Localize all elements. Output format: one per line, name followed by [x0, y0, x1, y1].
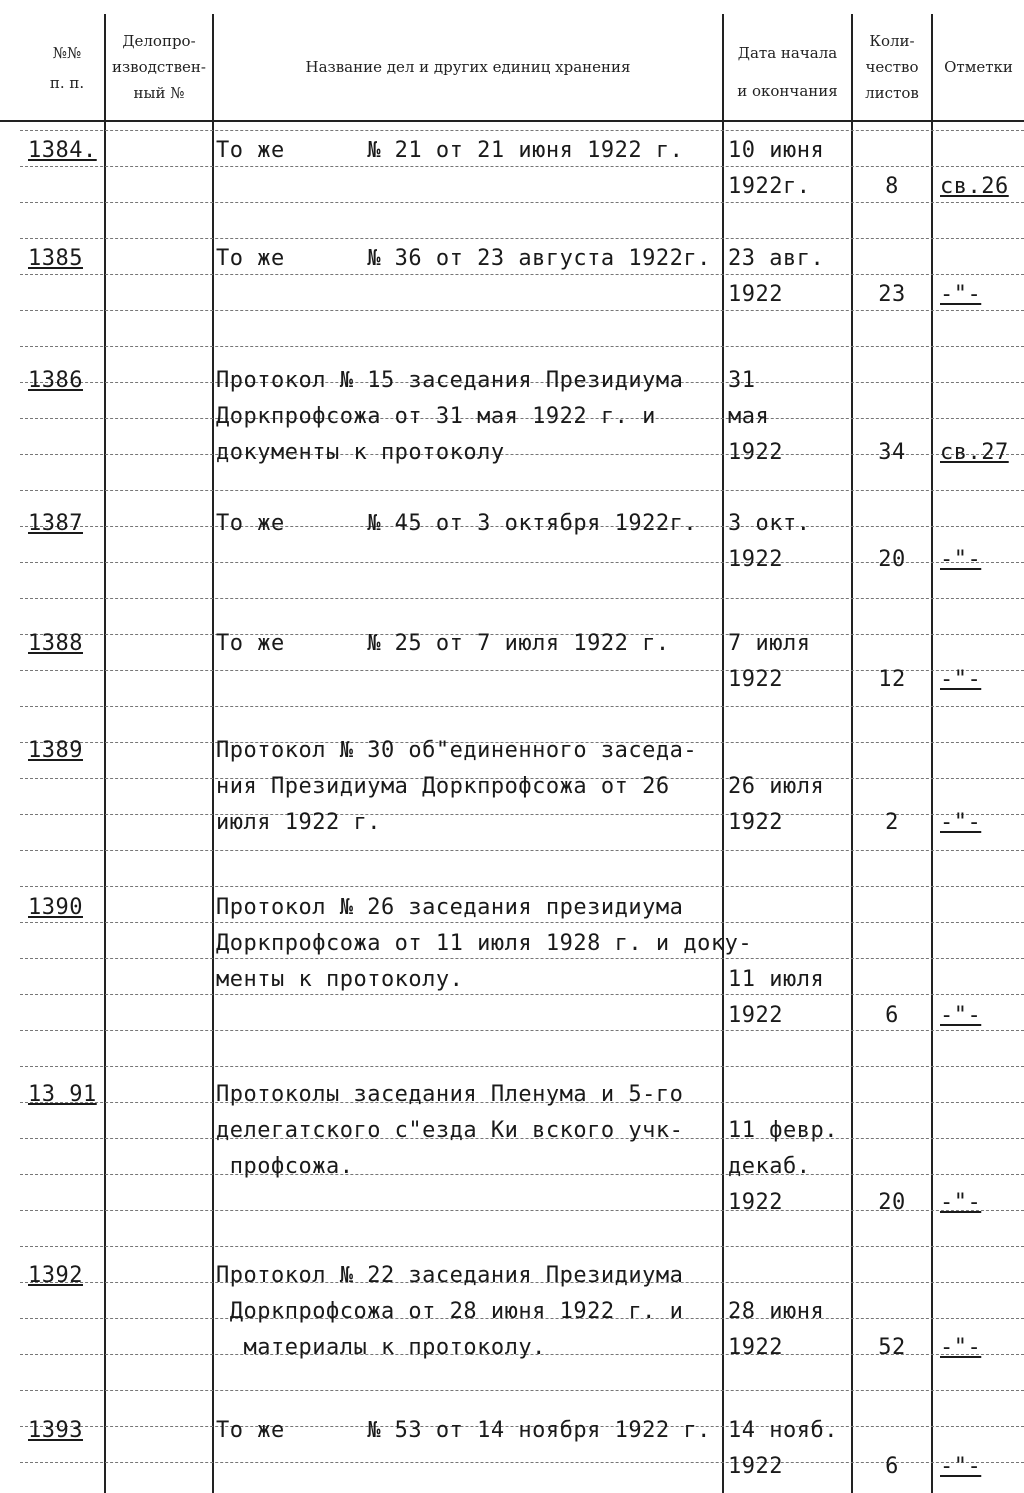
row-date-line: 1922: [728, 810, 783, 835]
ruled-line: [20, 310, 1024, 311]
row-date-line: 3 окт.: [728, 511, 811, 536]
row-title-line: Доркпрофсожа от 28 июня 1922 г. и: [216, 1299, 684, 1324]
column-rule: [104, 14, 106, 1493]
row-notes: -"-: [940, 547, 982, 572]
header-title: Название дел и других единиц хранения: [305, 58, 631, 76]
row-title-line: Доркпрофсожа от 11 июля 1928 г. и доку-: [216, 931, 753, 956]
row-sheet-count: 52: [878, 1335, 906, 1360]
row-number: 13 91: [28, 1082, 97, 1107]
row-date-line: 11 февр.: [728, 1118, 838, 1143]
row-notes: -"-: [940, 1335, 982, 1360]
row-date-line: 1922: [728, 1454, 783, 1479]
ruled-line: [20, 166, 1024, 167]
row-title-line: профсожа.: [216, 1154, 354, 1179]
row-sheet-count: 34: [878, 440, 906, 465]
row-notes: -"-: [940, 810, 982, 835]
row-date-line: декаб.: [728, 1154, 811, 1179]
row-notes: -"-: [940, 1454, 982, 1479]
ruled-line: [20, 130, 1024, 131]
row-date-line: 26 июля: [728, 774, 825, 799]
row-notes: -"-: [940, 667, 982, 692]
row-sheet-count: 6: [885, 1003, 899, 1028]
row-title-line: Протокол № 15 заседания Президиума: [216, 368, 684, 393]
row-sheet-count: 20: [878, 547, 906, 572]
row-title-line: документы к протоколу: [216, 440, 505, 465]
ruled-line: [20, 346, 1024, 347]
row-title-line: менты к протоколу.: [216, 967, 464, 992]
row-sheet-count: 8: [885, 174, 899, 199]
row-number: 1386: [28, 368, 83, 393]
row-title-line: делегатского с"езда Ки вского учк-: [216, 1118, 684, 1143]
row-sheet-count: 20: [878, 1190, 906, 1215]
row-date-line: 1922: [728, 547, 783, 572]
row-number: 1393: [28, 1418, 83, 1443]
header-dates: Дата начала и окончания: [737, 44, 838, 100]
ruled-line: [20, 994, 1024, 995]
ruled-line: [20, 1246, 1024, 1247]
row-title-line: ния Президиума Доркпрофсожа от 26: [216, 774, 670, 799]
row-title-line: То же № 21 от 21 июня 1922 г.: [216, 138, 684, 163]
row-date-line: 10 июня: [728, 138, 825, 163]
row-title-line: июля 1922 г.: [216, 810, 381, 835]
row-title-line: То же № 45 от 3 октября 1922г.: [216, 511, 698, 536]
ruled-line: [20, 706, 1024, 707]
header-bottom-rule: [0, 120, 1024, 122]
ruled-line: [20, 490, 1024, 491]
row-date-line: 1922: [728, 667, 783, 692]
row-number: 1387: [28, 511, 83, 536]
row-number: 1384.: [28, 138, 97, 163]
row-title-line: материалы к протоколу.: [216, 1335, 546, 1360]
row-number: 1392: [28, 1263, 83, 1288]
row-sheet-count: 2: [885, 810, 899, 835]
row-notes: -"-: [940, 1190, 982, 1215]
row-date-line: 23 авг.: [728, 246, 825, 271]
row-notes: -"-: [940, 282, 982, 307]
row-title-line: То же № 25 от 7 июля 1922 г.: [216, 631, 670, 656]
row-title-line: То же № 53 от 14 ноября 1922 г.: [216, 1418, 711, 1443]
column-rule: [931, 14, 933, 1493]
row-number: 1389: [28, 738, 83, 763]
row-date-line: 11 июля: [728, 967, 825, 992]
row-title-line: Доркпрофсожа от 31 мая 1922 г. и: [216, 404, 656, 429]
ruled-line: [20, 1066, 1024, 1067]
row-date-line: 1922: [728, 1190, 783, 1215]
row-sheet-count: 6: [885, 1454, 899, 1479]
row-sheet-count: 12: [878, 667, 906, 692]
row-title-line: То же № 36 от 23 августа 1922г.: [216, 246, 711, 271]
row-notes: св.26: [940, 174, 1009, 199]
row-date-line: 7 июля: [728, 631, 811, 656]
ruled-line: [20, 238, 1024, 239]
row-date-line: 1922: [728, 282, 783, 307]
ruled-line: [20, 202, 1024, 203]
header-sheets: Коли- чество листов: [865, 32, 919, 102]
row-notes: -"-: [940, 1003, 982, 1028]
row-date-line: 1922: [728, 1335, 783, 1360]
row-date-line: мая: [728, 404, 770, 429]
row-date-line: 1922: [728, 440, 783, 465]
header-num: №№ п. п.: [49, 44, 85, 92]
ruled-line: [20, 1174, 1024, 1175]
row-title-line: Протокол № 26 заседания президиума: [216, 895, 684, 920]
row-title-line: Протокол № 30 об"единенного заседа-: [216, 738, 698, 763]
row-number: 1388: [28, 631, 83, 656]
ruled-line: [20, 850, 1024, 851]
column-rule: [212, 14, 214, 1493]
row-title-line: Протоколы заседания Пленума и 5-го: [216, 1082, 684, 1107]
row-number: 1385: [28, 246, 83, 271]
ruled-line: [20, 598, 1024, 599]
row-number: 1390: [28, 895, 83, 920]
row-date-line: 14 нояб.: [728, 1418, 838, 1443]
ruled-line: [20, 886, 1024, 887]
row-date-line: 1922: [728, 1003, 783, 1028]
row-date-line: 28 июня: [728, 1299, 825, 1324]
row-title-line: Протокол № 22 заседания Президиума: [216, 1263, 684, 1288]
row-date-line: 31: [728, 368, 756, 393]
column-rule: [722, 14, 724, 1493]
row-notes: св.27: [940, 440, 1009, 465]
ruled-line: [20, 274, 1024, 275]
row-sheet-count: 23: [878, 282, 906, 307]
row-date-line: 1922г.: [728, 174, 811, 199]
header-notes: Отметки: [944, 58, 1013, 76]
column-rule: [851, 14, 853, 1493]
ruled-line: [20, 1390, 1024, 1391]
header-office-number: Делопро- изводствен- ный №: [112, 32, 206, 102]
